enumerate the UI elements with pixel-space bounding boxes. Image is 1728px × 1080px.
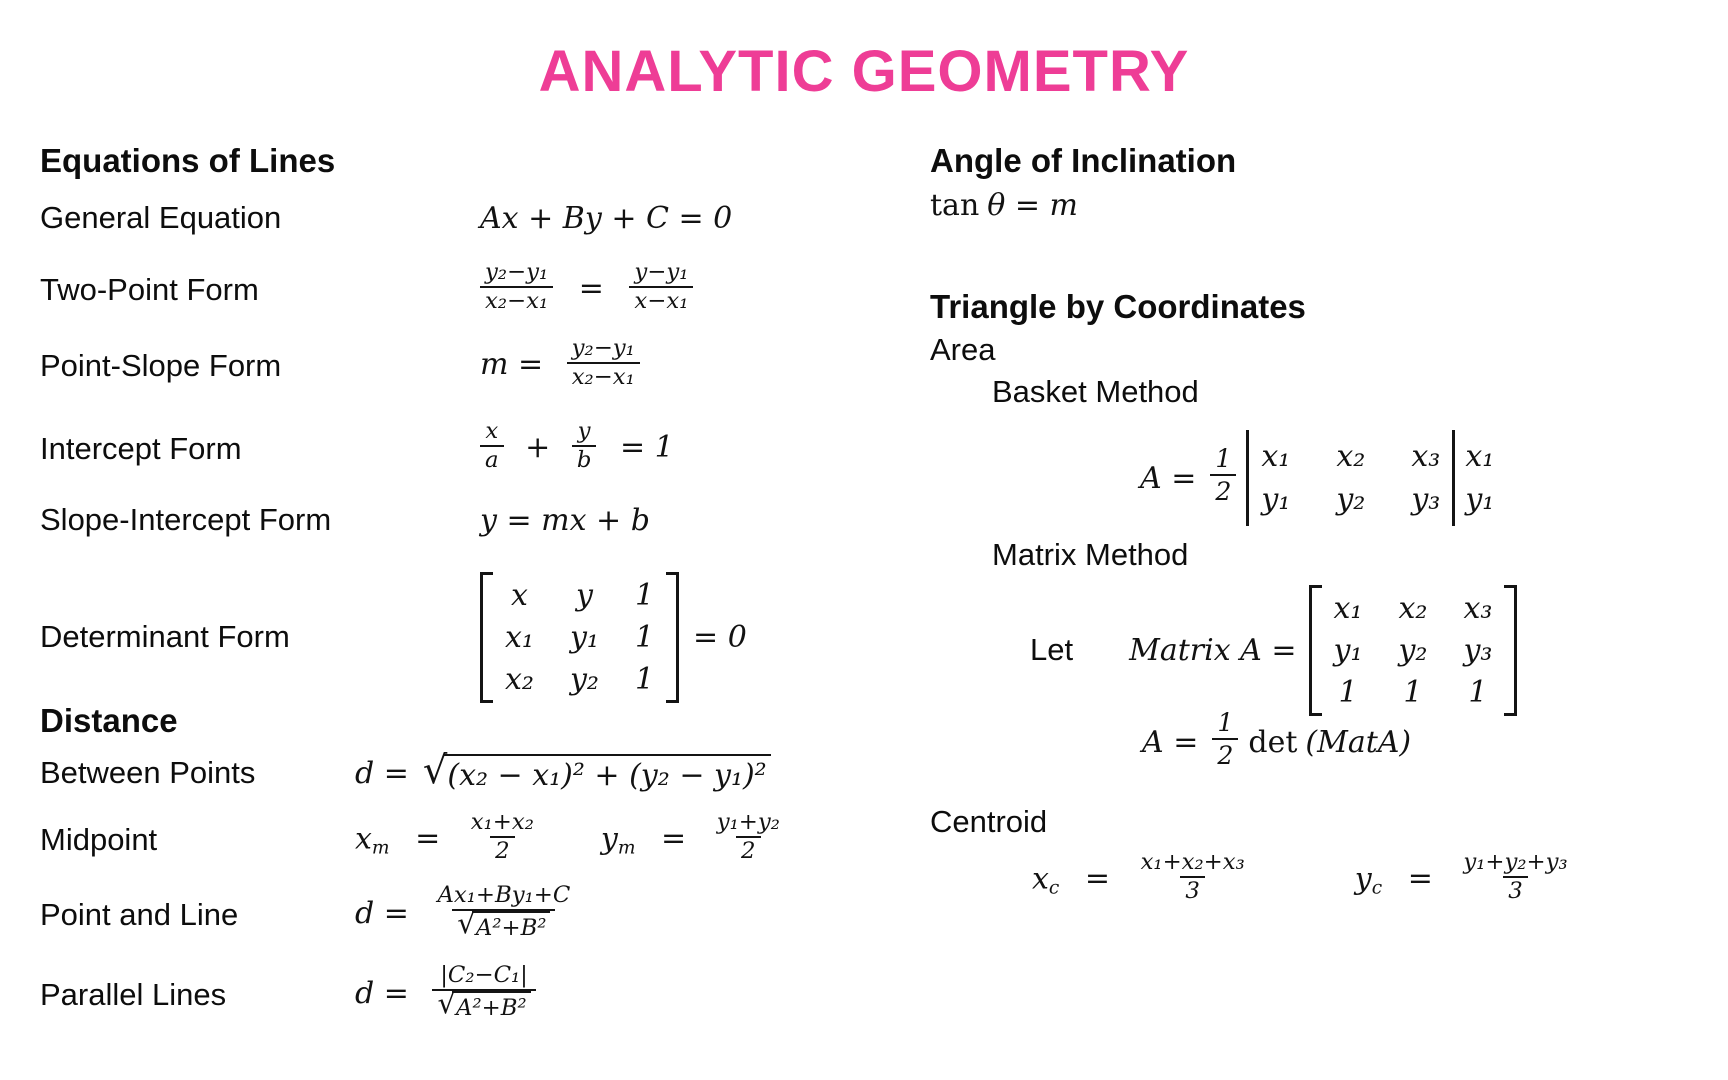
fraction: Ax₁+By₁+C √ A²+B² <box>437 881 571 941</box>
radical-sign: √ <box>457 906 476 940</box>
label-determinant-form: Determinant Form <box>40 619 290 654</box>
right-bracket <box>666 572 679 703</box>
row-parallel-lines <box>40 947 536 1043</box>
fraction: $\frac{\text{x₁+x₂+x₃}}{3}$ <box>1140 848 1245 904</box>
square-root: √ (x₂ − x₁)² + (y₂ − y₁)² <box>423 754 771 793</box>
formula-intercept-form <box>480 417 674 478</box>
row-intercept-form <box>40 407 674 491</box>
fraction-x-a: $\frac{x}{a}$ <box>480 418 504 475</box>
right-determinant-bar <box>1452 430 1455 526</box>
radical-sign: √ <box>422 747 448 793</box>
formula-centroid-x: $x_c$ = $\frac{\text{x₁+x₂+x₃}}{3}$ <box>1032 852 1250 909</box>
left-bracket <box>480 572 493 703</box>
fraction-lhs: $\frac{\text{y₂−y₁}}{\text{x₂−x₁}}$ <box>480 259 553 316</box>
fraction: |C₂−C₁| √ A²+B² <box>432 962 535 1023</box>
label-point-slope-form: Point-Slope Form <box>40 348 282 383</box>
det-function: det <box>1248 724 1298 760</box>
det-argument: (MatA) <box>1305 724 1412 760</box>
lhs: d = <box>355 896 409 931</box>
label-between-points: Between Points <box>40 755 256 790</box>
section-heading-equations-of-lines: Equations of Lines <box>40 142 336 179</box>
label-parallel-lines: Parallel Lines <box>40 977 227 1012</box>
row-slope-intercept-form <box>40 497 650 543</box>
formula-parallel-lines <box>355 961 536 1026</box>
one-half-fraction: $\frac{1}{2}$ <box>1212 707 1238 772</box>
let-keyword: Let <box>1030 632 1074 667</box>
label-point-and-line: Point and Line <box>40 897 239 932</box>
lhs: A = <box>1142 724 1199 760</box>
plus-sign: + <box>525 430 551 465</box>
label-intercept-form: Intercept Form <box>40 431 242 466</box>
subheading-area: Area <box>930 332 996 367</box>
fraction: $\frac{\text{y₂−y₁}}{\text{x₂−x₁}}$ <box>567 335 640 392</box>
formula-determinant-form <box>480 572 747 703</box>
row-determinant-form <box>40 562 747 712</box>
section-heading-angle-of-inclination: Angle of Inclination <box>930 142 1237 179</box>
label-midpoint: Midpoint <box>40 822 158 857</box>
subheading-centroid: Centroid <box>930 804 1048 839</box>
lhs: d = <box>355 976 409 1011</box>
right-bracket <box>1504 585 1517 716</box>
equals-sign: = <box>578 271 604 306</box>
row-between-points <box>40 743 771 803</box>
page-title: ANALYTIC GEOMETRY <box>538 39 1190 104</box>
equals-one: = 1 <box>619 430 674 465</box>
determinant-matrix: x y 1 x₁ y₁ 1 x₂ y₂ 1 <box>480 572 679 703</box>
row-point-slope-form <box>40 324 640 408</box>
section-heading-triangle-by-coordinates: Triangle by Coordinates <box>930 288 1306 325</box>
formula-general-equation: Ax + By + C = 0 <box>480 200 733 236</box>
fraction-rhs: $\frac{\text{y−y₁}}{\text{x−x₁}}$ <box>629 259 693 316</box>
matrix-3x3: x₁ x₂ x₃ y₁ y₂ y₃ 1 1 1 <box>1309 585 1518 716</box>
tan-function: tan <box>930 188 980 223</box>
formula-slope-intercept-form: y = mx + b <box>480 502 650 538</box>
formula-midpoint-y: $y_m$ = $\frac{\text{y₁+y₂}}{2}$ <box>601 812 785 869</box>
label-slope-intercept-form: Slope-Intercept Form <box>40 502 332 537</box>
basket-grid: x₁ x₂ x₃ y₁ y₂ y₃ <box>1261 439 1441 517</box>
formula-two-point-form <box>480 258 693 319</box>
lhs: d = <box>355 755 409 791</box>
label-general-equation: General Equation <box>40 200 282 235</box>
formula-point-and-line <box>355 881 575 946</box>
matrix-a-equals: Matrix A = <box>1129 632 1297 668</box>
formula-centroid <box>1032 840 1573 920</box>
formula-area-determinant <box>1142 697 1411 787</box>
formula-midpoint-x: $x_m$ = $\frac{\text{x₁+x₂}}{2}$ <box>355 812 539 869</box>
row-general-equation <box>40 195 732 241</box>
formula-centroid-y: $y_c$ = $\frac{\text{y₁+y₂+y₃}}{3}$ <box>1355 852 1573 909</box>
row-two-point-form <box>40 248 693 332</box>
formula-basket-method <box>1140 430 1494 526</box>
fraction: $\frac{\text{y₁+y₂+y₃}}{3}$ <box>1463 848 1568 904</box>
wraparound-column: x₁ y₁ <box>1465 439 1495 517</box>
equals-zero: = 0 <box>693 619 747 655</box>
lhs: m = <box>480 347 544 382</box>
lhs: A = <box>1140 460 1197 496</box>
section-heading-distance: Distance <box>40 702 178 739</box>
radical-sign: √ <box>437 986 457 1020</box>
left-bracket <box>1309 585 1322 716</box>
fraction: $\frac{\text{y₁+y₂}}{2}$ <box>716 808 780 864</box>
label-two-point-form: Two-Point Form <box>40 272 259 307</box>
subheading-basket-method: Basket Method <box>992 374 1199 409</box>
fraction-y-b: $\frac{y}{b}$ <box>572 418 597 475</box>
subheading-matrix-method: Matrix Method <box>992 537 1189 572</box>
one-half-fraction: $\frac{1}{2}$ <box>1210 443 1236 508</box>
formula-between-points <box>355 747 771 793</box>
formula-angle-of-inclination: tan θ = m <box>930 188 1078 223</box>
formula-point-slope-form <box>480 334 640 395</box>
square-root: √ A²+B² <box>437 991 530 1022</box>
fraction: $\frac{\text{x₁+x₂}}{2}$ <box>470 808 534 864</box>
square-root: √ A²+B² <box>457 911 550 942</box>
